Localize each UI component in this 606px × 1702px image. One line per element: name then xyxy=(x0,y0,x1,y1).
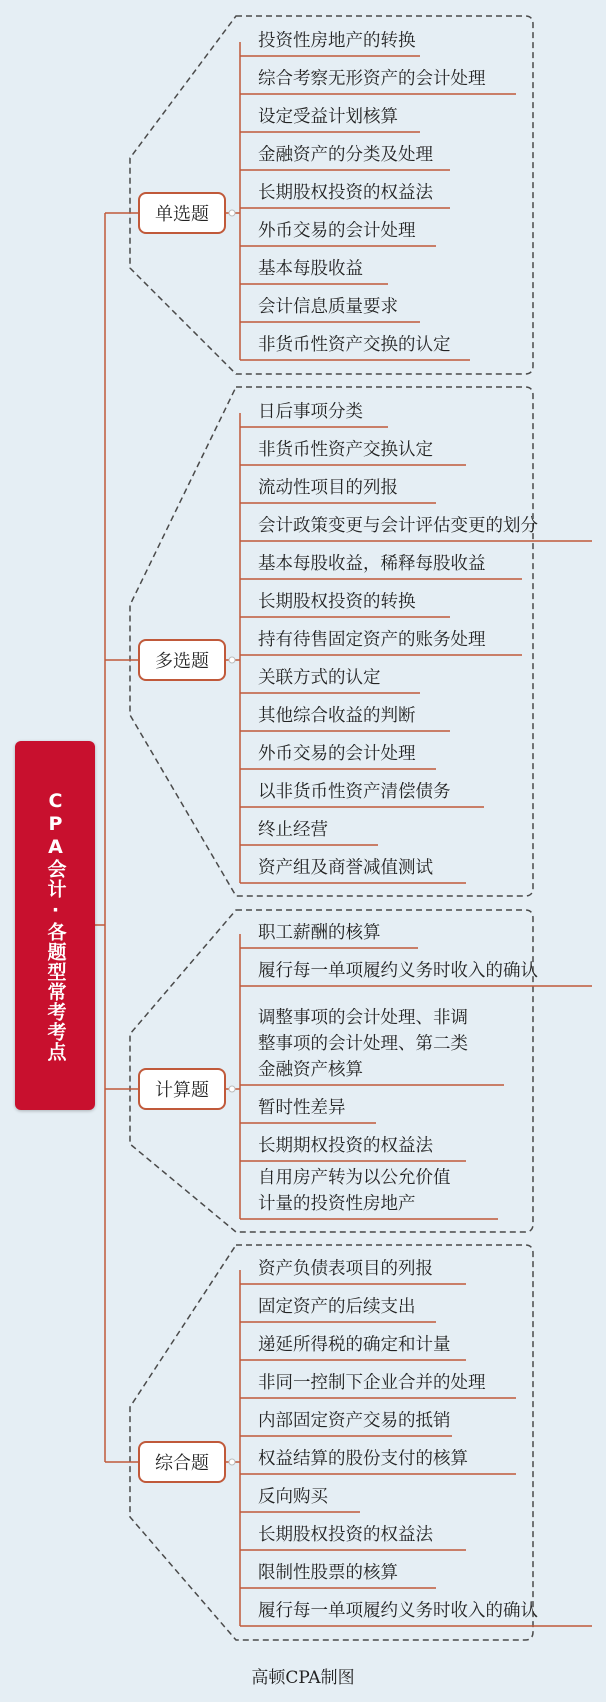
topic-item xyxy=(258,142,433,168)
category-4: 综合题 xyxy=(138,1441,226,1483)
topic-item-line: 金融资产核算 xyxy=(258,1060,363,1080)
topic-item xyxy=(258,294,398,320)
topic-item xyxy=(258,817,328,843)
topic-item-line: 职工薪酬的核算 xyxy=(258,923,381,943)
topic-item-line: 整事项的会计处理、第二类 xyxy=(258,1034,468,1054)
topic-item-line: 以非货币性资产清偿债务 xyxy=(258,782,451,802)
topic-item xyxy=(258,1370,486,1396)
topic-item xyxy=(258,513,538,539)
topic-item-line: 金融资产的分类及处理 xyxy=(258,145,433,165)
topic-item-line: 自用房产转为以公允价值 xyxy=(258,1168,451,1188)
topic-item-line: 递延所得税的确定和计量 xyxy=(258,1335,451,1355)
topic-item xyxy=(258,1294,416,1320)
topic-item-line: 非同一控制下企业合并的处理 xyxy=(258,1373,486,1393)
topic-item-line: 履行每一单项履约义务时收入的确认 xyxy=(258,961,538,981)
topic-item-line: 履行每一单项履约义务时收入的确认 xyxy=(258,1601,538,1621)
topic-item-line: 会计政策变更与会计评估变更的划分 xyxy=(258,516,538,536)
topic-item-line: 暂时性差异 xyxy=(258,1098,346,1118)
topic-item xyxy=(258,1133,433,1159)
topic-item-line: 权益结算的股份支付的核算 xyxy=(258,1449,468,1469)
topic-item xyxy=(258,399,363,425)
topic-item xyxy=(258,1256,433,1282)
topic-item xyxy=(258,256,363,282)
topic-item-line: 综合考察无形资产的会计处理 xyxy=(258,69,486,89)
collapse-dot xyxy=(229,657,235,663)
topic-item xyxy=(258,180,433,206)
topic-item xyxy=(258,66,486,92)
category-1: 单选题 xyxy=(138,192,226,234)
topic-item-line: 设定受益计划核算 xyxy=(258,107,398,127)
topic-item xyxy=(258,855,433,881)
root-topic: CPA会计·各题型常考考点 xyxy=(15,741,95,1110)
topic-item xyxy=(258,958,538,984)
footer-credit: 高顿CPA制图 xyxy=(251,1668,355,1688)
topic-item-line: 长期期权投资的权益法 xyxy=(258,1136,433,1156)
topic-item-line: 内部固定资产交易的抵销 xyxy=(258,1411,451,1431)
topic-item-line: 持有待售固定资产的账务处理 xyxy=(258,630,486,650)
topic-item-line: 关联方式的认定 xyxy=(258,668,381,688)
topic-item xyxy=(258,218,416,244)
topic-item xyxy=(258,779,451,805)
topic-item xyxy=(258,1408,451,1434)
topic-item xyxy=(258,1484,328,1510)
topic-item-line: 长期股权投资的权益法 xyxy=(258,1525,433,1545)
topic-item xyxy=(258,741,416,767)
topic-item xyxy=(258,1560,398,1586)
topic-item-line: 非货币性资产交换认定 xyxy=(258,440,433,460)
topic-item xyxy=(258,28,416,54)
topic-item-line: 固定资产的后续支出 xyxy=(258,1297,416,1317)
topic-item xyxy=(258,551,486,577)
topic-item xyxy=(258,627,486,653)
topic-item-line: 计量的投资性房地产 xyxy=(258,1194,416,1214)
topic-item-line: 资产负债表项目的列报 xyxy=(258,1259,433,1279)
category-3: 计算题 xyxy=(138,1068,226,1110)
topic-item-line: 其他综合收益的判断 xyxy=(258,706,416,726)
topic-item-line: 长期股权投资的转换 xyxy=(258,592,416,612)
topic-item xyxy=(258,1165,451,1217)
topic-item xyxy=(258,475,398,501)
topic-item-line: 长期股权投资的权益法 xyxy=(258,183,433,203)
topic-item-line: 终止经营 xyxy=(258,820,328,840)
collapse-dot xyxy=(229,1086,235,1092)
topic-item xyxy=(258,1005,468,1083)
topic-item xyxy=(258,437,433,463)
topic-item-line: 外币交易的会计处理 xyxy=(258,221,416,241)
topic-item-line: 基本每股收益 xyxy=(258,259,363,279)
category-2: 多选题 xyxy=(138,639,226,681)
topic-item xyxy=(258,1598,538,1624)
topic-item xyxy=(258,920,381,946)
topic-item xyxy=(258,1095,346,1121)
topic-item xyxy=(258,104,398,130)
topic-item-line: 流动性项目的列报 xyxy=(258,478,398,498)
collapse-dot xyxy=(229,210,235,216)
topic-item xyxy=(258,1332,451,1358)
topic-item xyxy=(258,332,451,358)
topic-item-line: 反向购买 xyxy=(258,1487,328,1507)
topic-item xyxy=(258,665,381,691)
topic-item-line: 基本每股收益，稀释每股收益 xyxy=(258,554,486,574)
topic-item-line: 会计信息质量要求 xyxy=(258,297,398,317)
topic-item xyxy=(258,703,416,729)
topic-item-line: 非货币性资产交换的认定 xyxy=(258,335,451,355)
topic-item-line: 调整事项的会计处理、非调 xyxy=(258,1008,468,1028)
topic-item-line: 投资性房地产的转换 xyxy=(258,31,416,51)
topic-item xyxy=(258,589,416,615)
topic-item-line: 资产组及商誉减值测试 xyxy=(258,858,433,878)
topic-item-line: 外币交易的会计处理 xyxy=(258,744,416,764)
topic-item xyxy=(258,1446,468,1472)
topic-item-line: 限制性股票的核算 xyxy=(258,1563,398,1583)
collapse-dot xyxy=(229,1459,235,1465)
topic-item-line: 日后事项分类 xyxy=(258,402,363,422)
topic-item xyxy=(258,1522,433,1548)
